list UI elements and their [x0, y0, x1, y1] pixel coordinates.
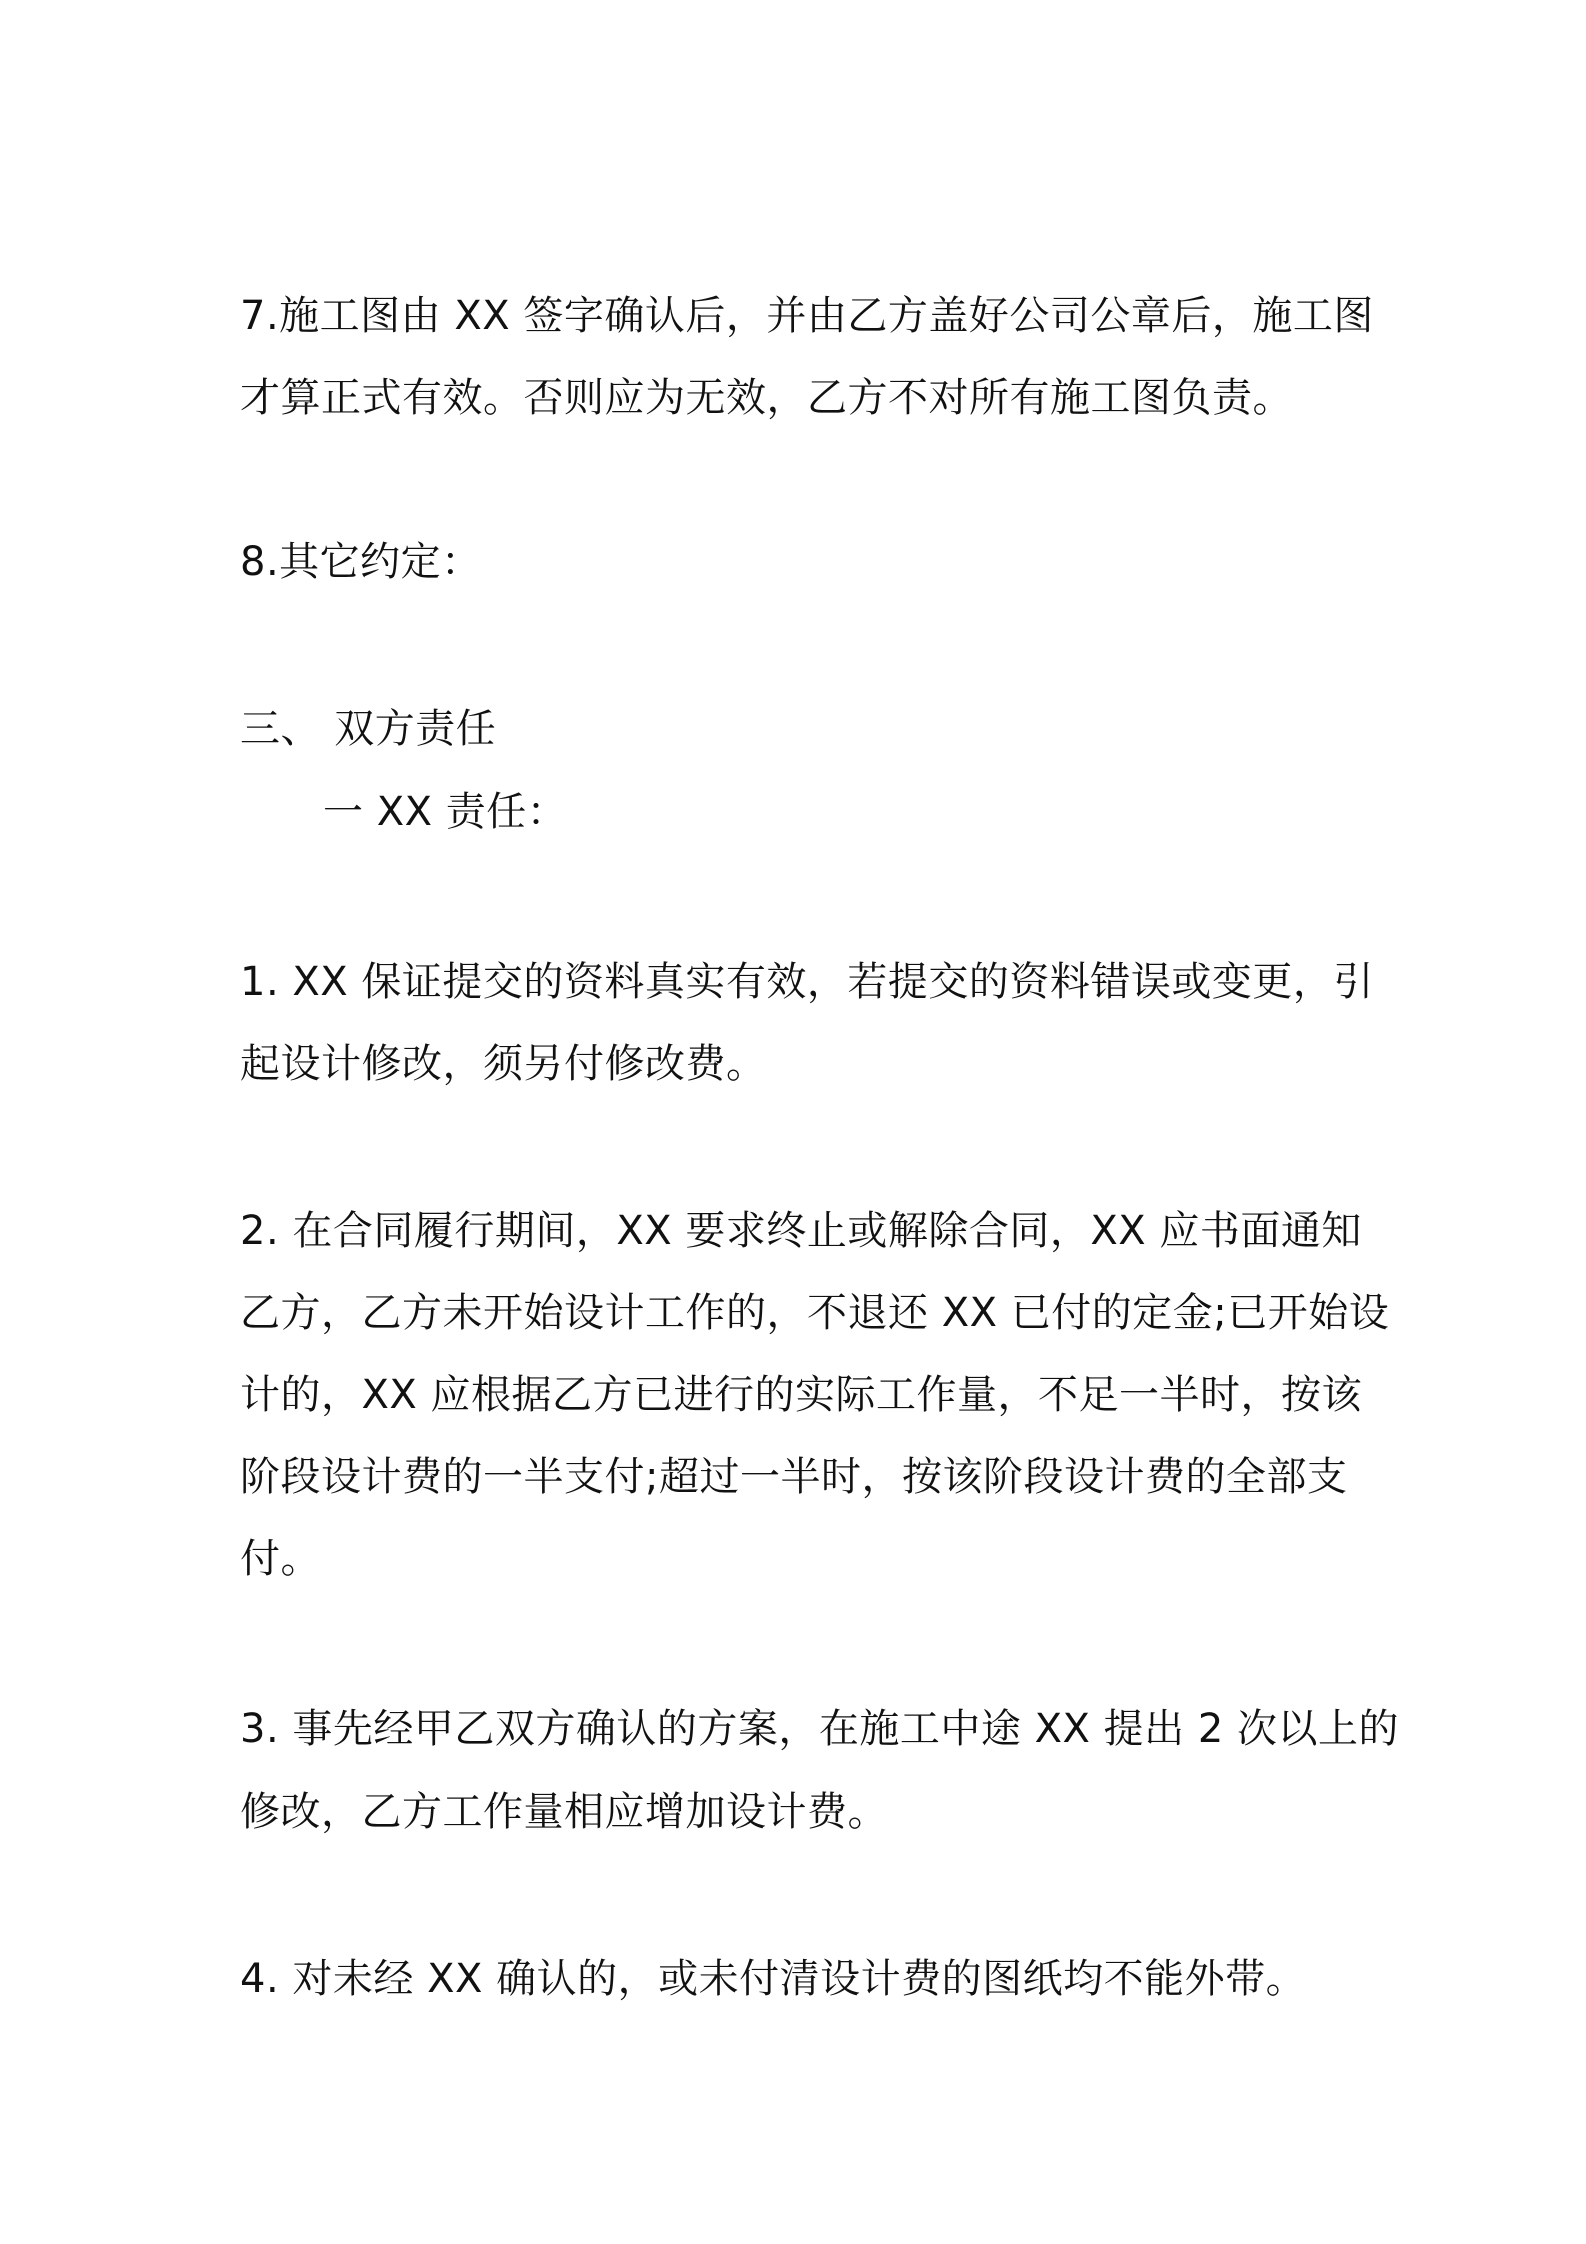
xx-item-2-line-2: 乙方，乙方未开始设计工作的，不退还 XX 已付的定金;已开始设 — [240, 1290, 1390, 1336]
xx-item-3-line-2: 修改，乙方工作量相应增加设计费。 — [240, 1789, 888, 1835]
xx-item-2-line-1: 2. 在合同履行期间，XX 要求终止或解除合同，XX 应书面通知 — [240, 1208, 1362, 1254]
xx-item-3-line-1: 3. 事先经甲乙双方确认的方案，在施工中途 XX 提出 2 次以上的 — [240, 1706, 1399, 1752]
section-3-heading: 三、 双方责任 — [240, 706, 497, 752]
xx-item-2-line-5: 付。 — [240, 1536, 321, 1582]
item-8-line: 8.其它约定： — [240, 539, 482, 585]
item-7-line-1: 7.施工图由 XX 签字确认后，并由乙方盖好公司公章后，施工图 — [240, 293, 1374, 339]
subsection-xx-heading: 一 XX 责任： — [323, 789, 568, 835]
xx-item-2-line-4: 阶段设计费的一半支付;超过一半时，按该阶段设计费的全部支 — [240, 1454, 1348, 1500]
xx-item-1-line-1: 1. XX 保证提交的资料真实有效，若提交的资料错误或变更，引 — [240, 959, 1374, 1005]
xx-item-2-line-3: 计的，XX 应根据乙方已进行的实际工作量，不足一半时，按该 — [240, 1372, 1363, 1418]
item-7-line-2: 才算正式有效。否则应为无效，乙方不对所有施工图负责。 — [240, 375, 1293, 421]
xx-item-4-line: 4. 对未经 XX 确认的，或未付清设计费的图纸均不能外带。 — [240, 1956, 1307, 2002]
xx-item-1-line-2: 起设计修改，须另付修改费。 — [240, 1041, 767, 1087]
